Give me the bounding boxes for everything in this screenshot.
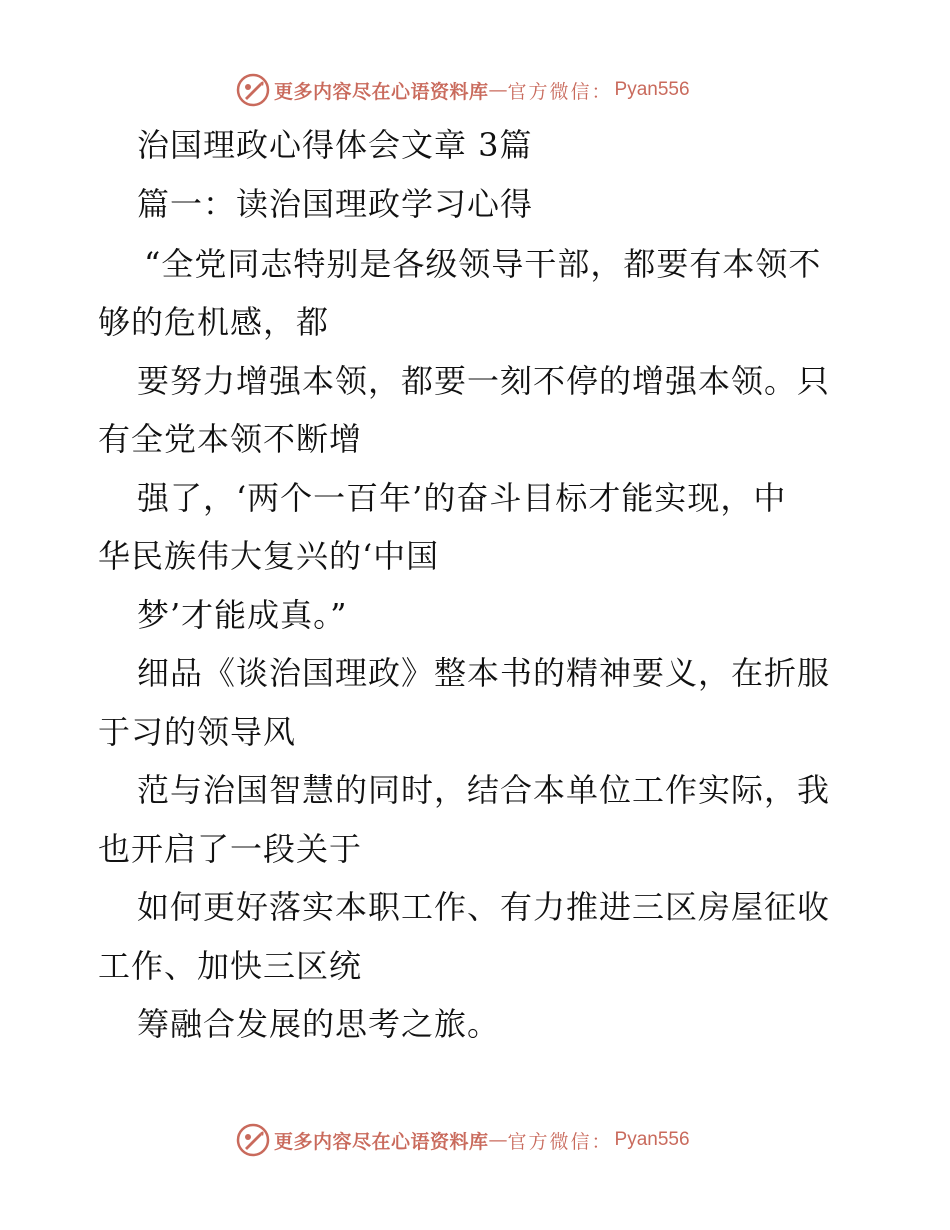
body-line: 要努力增强本领，都要一刻不停的增强本领。只: [137, 362, 831, 400]
body-line: 如何更好落实本职工作、有力推进三区房屋征收: [137, 888, 831, 926]
header-watermark: [236, 72, 690, 108]
body-line: 细品《谈治国理政》整本书的精神要义，在折服: [137, 654, 831, 692]
watermark-wechat-label: 官方微信：: [507, 80, 613, 103]
body-line: 也开启了一段关于: [98, 830, 363, 868]
watermark-wechat-label: 官方微信：: [507, 1130, 613, 1153]
document-title: 治国理政心得体会文章 3篇: [137, 126, 533, 164]
quill-pen-logo-icon: [236, 1123, 270, 1157]
watermark-site-text: 更多内容尽在心语资料库: [274, 80, 489, 103]
body-line: 范与治国智慧的同时，结合本单位工作实际，我: [137, 771, 831, 809]
section-heading: 篇一：读治国理政学习心得: [137, 185, 534, 223]
body-line: 够的危机感，都: [98, 303, 330, 341]
body-line: 有全党本领不断增: [98, 420, 363, 458]
body-line: 华民族伟大复兴的‘中国: [98, 537, 440, 575]
body-line: 梦’才能成真。”: [137, 596, 348, 634]
watermark-wechat-id: Pyan556: [614, 1129, 690, 1150]
watermark-separator: —: [488, 1129, 508, 1151]
quill-pen-logo-icon: [236, 73, 270, 107]
watermark-separator: —: [488, 79, 508, 101]
body-line: 强了，‘两个一百年’的奋斗目标才能实现，中: [137, 479, 787, 517]
body-line: 工作、加快三区统: [98, 947, 363, 985]
body-line: 于习的领导风: [98, 713, 297, 751]
footer-watermark: [236, 1122, 690, 1158]
watermark-site-text: 更多内容尽在心语资料库: [274, 1130, 489, 1153]
watermark-wechat-id: Pyan556: [614, 79, 690, 100]
body-line: 筹融合发展的思考之旅。: [137, 1005, 501, 1043]
body-line: “全党同志特别是各级领导干部，都要有本领不: [144, 245, 822, 283]
